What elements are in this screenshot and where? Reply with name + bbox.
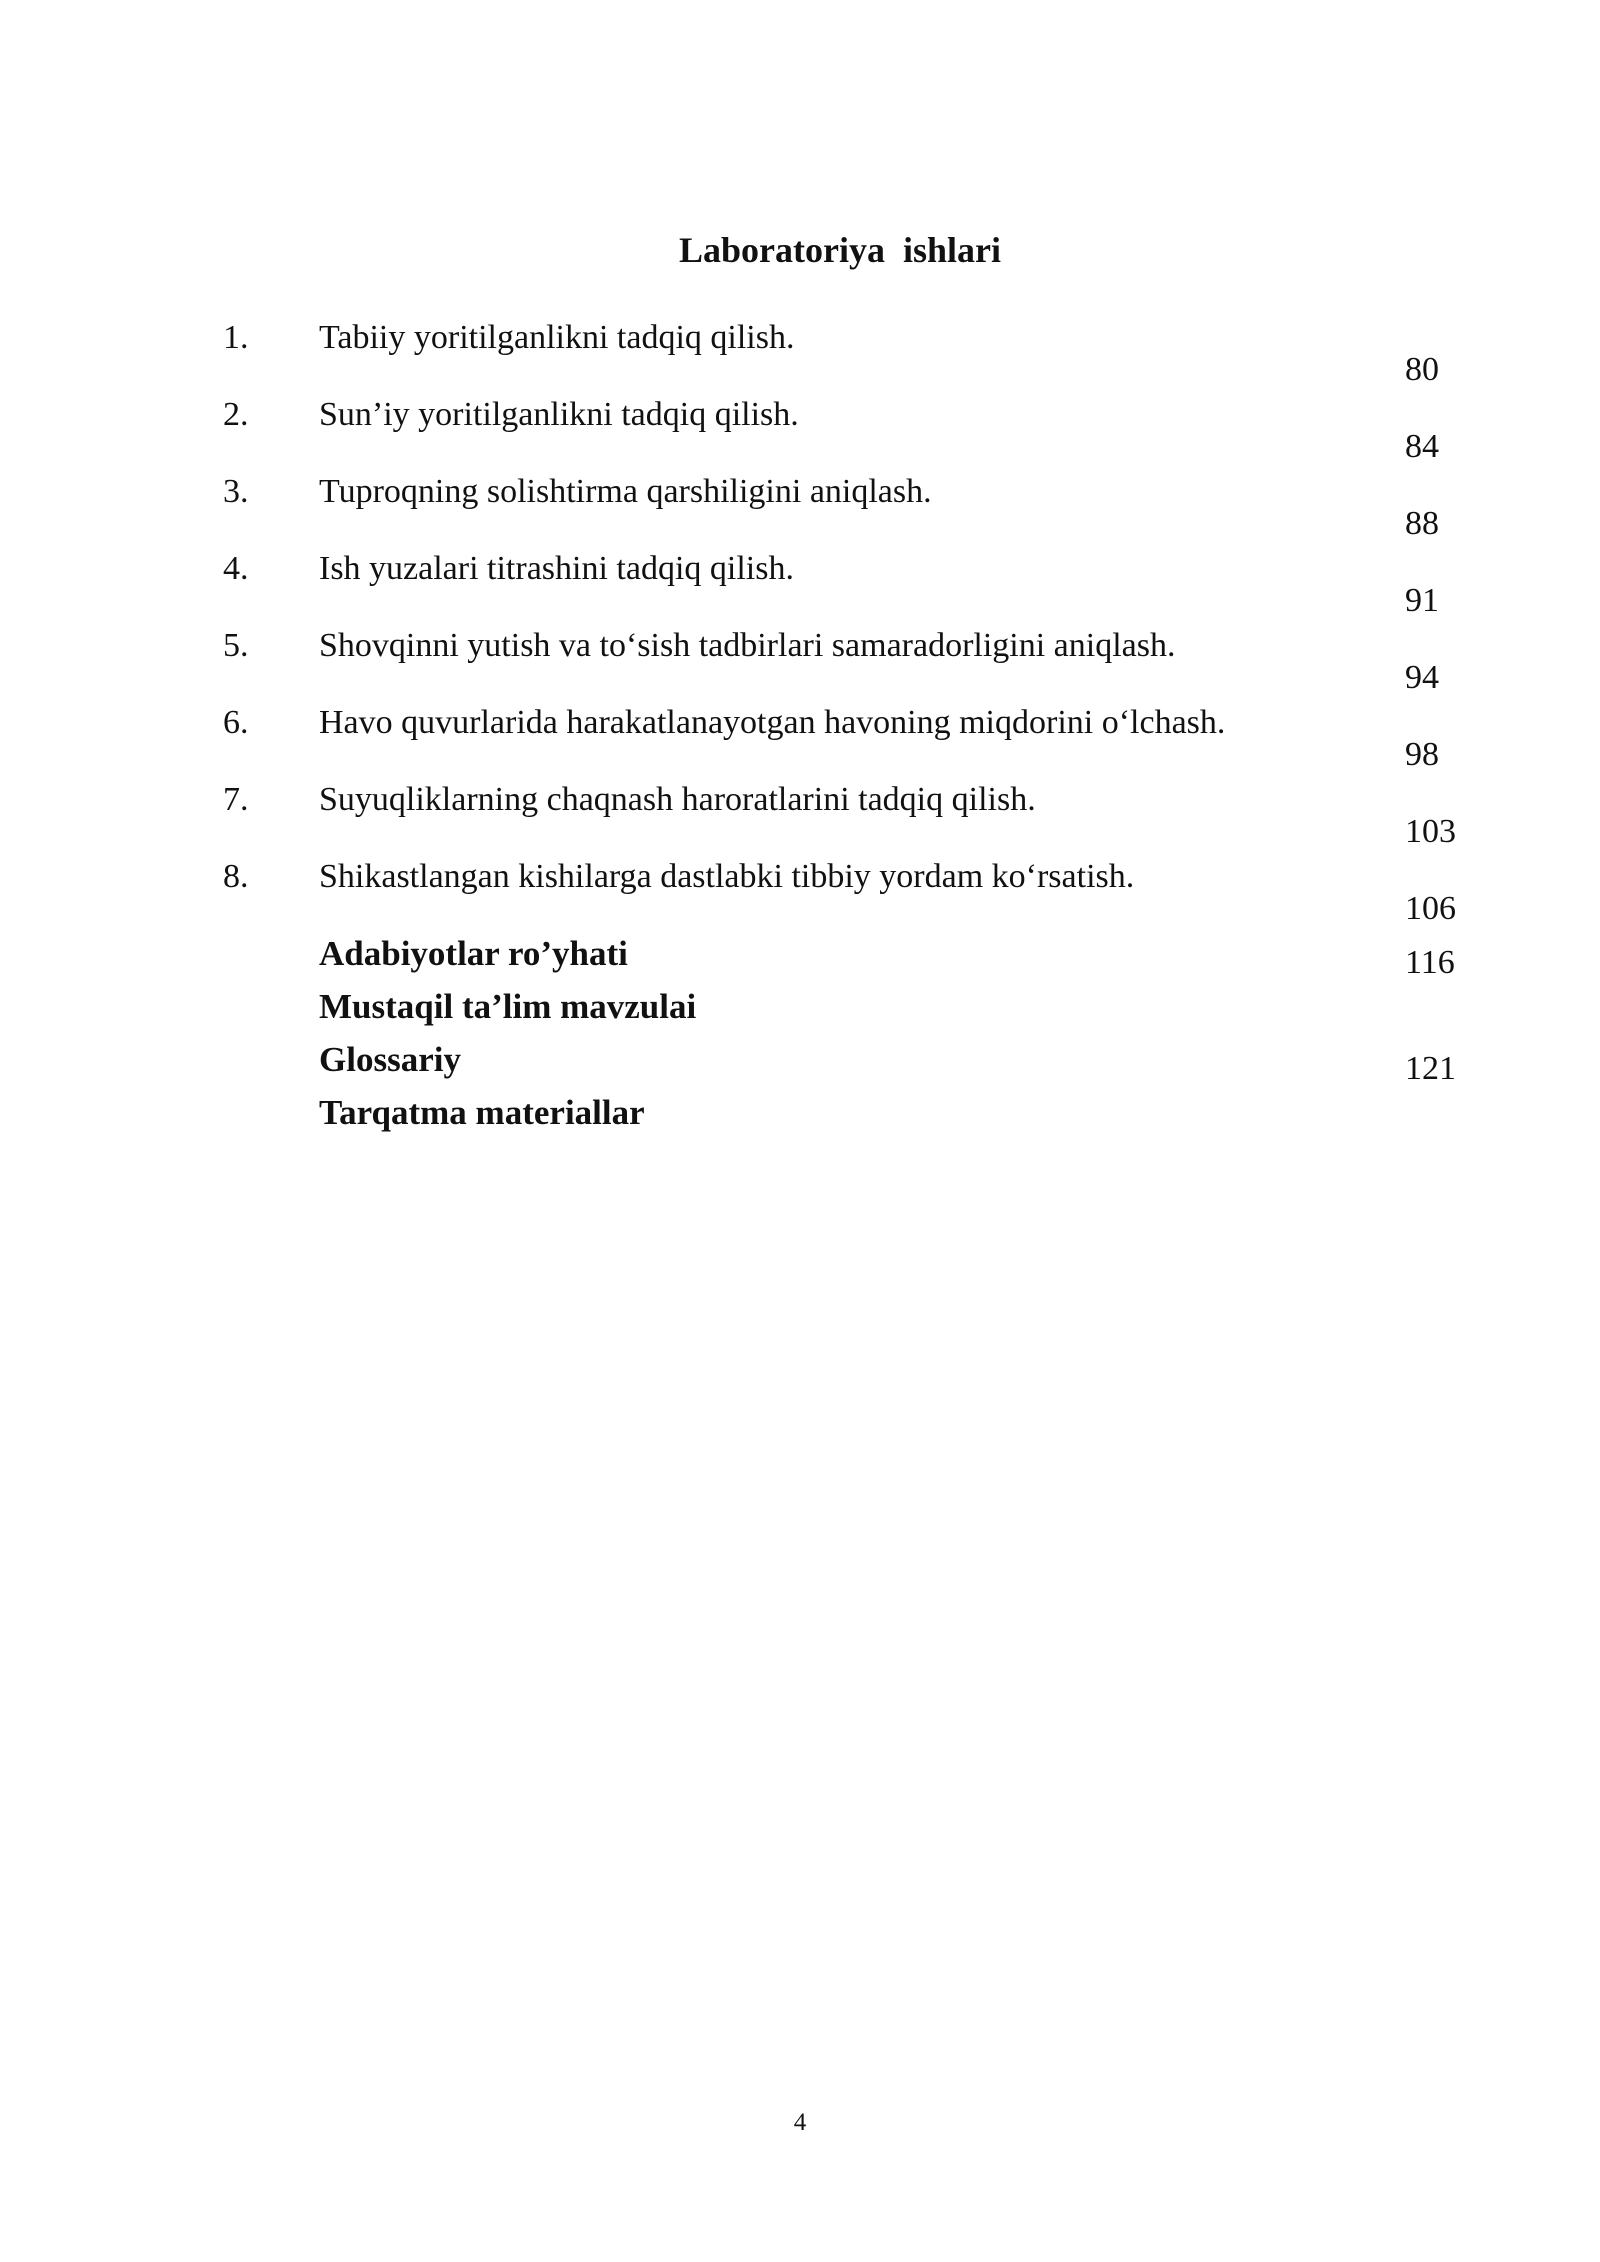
toc-entry-page: 94	[1405, 659, 1439, 696]
toc-entry-title: Suyuqliklarning chaqnash haroratlarini tadqiq qilish.	[319, 781, 1036, 818]
toc-entry-number: 6.	[223, 704, 249, 741]
toc-entry-page: 80	[1405, 351, 1439, 388]
toc-entry-number: 2.	[223, 396, 249, 433]
toc-entry-title: Shovqinni yutish va to‘sish tadbirlari samaradorligini aniqlash.	[319, 627, 1176, 664]
toc-entry-number: 4.	[223, 550, 249, 587]
page-number: 4	[793, 2109, 807, 2136]
toc-entry-page: 88	[1405, 505, 1439, 542]
toc-entry-title: Shikastlangan kishilarga dastlabki tibbiy yordam ko‘rsatish.	[319, 858, 1135, 895]
toc-entry-title: Sun’iy yoritilganlikni tadqiq qilish.	[319, 396, 799, 433]
toc-extra-title: Tarqatma materiallar	[319, 1093, 645, 1132]
toc-extra-title: Adabiyotlar ro’yhati	[319, 934, 628, 973]
toc-entry-number: 3.	[223, 473, 249, 510]
toc-entry-title: Tuproqning solishtirma qarshiligini aniqlash.	[319, 473, 932, 510]
toc-entry-number: 7.	[223, 781, 249, 818]
toc-entry-page: 98	[1405, 736, 1439, 773]
toc-entry-page: 84	[1405, 428, 1439, 465]
toc-entry-page: 91	[1405, 582, 1439, 619]
toc-entry-page: 103	[1405, 813, 1456, 850]
toc-extra-title: Glossariy	[319, 1040, 461, 1079]
toc-entry-title: Tabiiy yoritilganlikni tadqiq qilish.	[319, 319, 795, 356]
toc-entry-title: Ish yuzalari titrashini tadqiq qilish.	[319, 550, 794, 587]
toc-extra-page: 116	[1405, 944, 1455, 981]
toc-entry-title: Havo quvurlarida harakatlanayotgan havoning miqdorini o‘lchash.	[319, 704, 1226, 741]
toc-extra-page: 121	[1405, 1050, 1456, 1087]
toc-entry-number: 1.	[223, 319, 249, 356]
toc-entry-number: 5.	[223, 627, 249, 664]
toc-entry-number: 8.	[223, 858, 249, 895]
toc-extra-title: Mustaqil ta’lim mavzulai	[319, 987, 697, 1026]
section-heading: Laboratoriya ishlari	[679, 230, 1001, 270]
toc-entry-page: 106	[1405, 890, 1456, 927]
